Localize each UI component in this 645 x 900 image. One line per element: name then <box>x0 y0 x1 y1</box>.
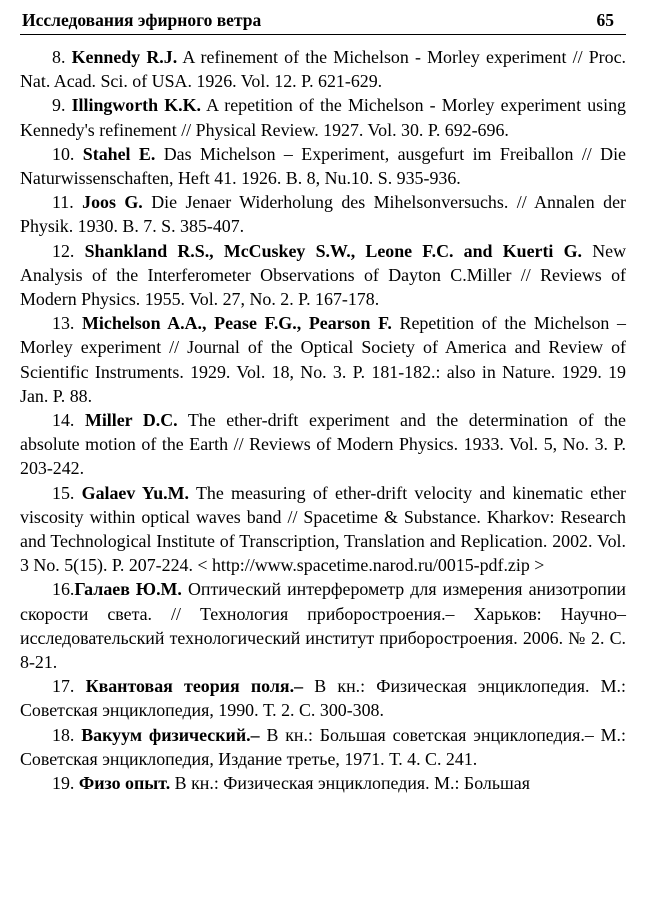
reference-item <box>20 142 626 190</box>
reference-author: Michelson A.A., Pease F.G., Pearson F. <box>82 313 392 334</box>
reference-item <box>20 577 626 674</box>
reference-number: 12. <box>52 240 75 261</box>
reference-item <box>20 408 626 481</box>
reference-text: Das Michelson – Experiment, ausgefurt im Freiballon // Die Naturwissenschaften, Heft 41. 1926. B. 8, Nu.10. S. 935-936. <box>20 143 627 189</box>
reference-number: 16. <box>52 579 75 600</box>
reference-number: 9. <box>52 95 66 116</box>
reference-number: 14. <box>52 410 75 431</box>
reference-author: Joos G. <box>82 192 143 213</box>
reference-text: A repetition of the Michelson - Morley experiment using Kennedy's refinement // Physical Review. 1927. Vol. 30. P. 692-696. <box>20 95 626 140</box>
reference-item <box>20 93 626 141</box>
reference-text: A refinement of the Michelson - Morley experiment // Proc. Nat. Acad. Sci. of USA. 1926. Vol. 12. P. 621-629. <box>20 47 626 92</box>
reference-item <box>20 481 626 578</box>
reference-author: Kennedy R.J. <box>71 47 178 67</box>
reference-author: Stahel E. <box>82 143 156 164</box>
reference-author: Galaev Yu.M. <box>81 482 189 503</box>
reference-text: Repetition of the Michelson – Morley experiment // Journal of the Optical Society of America and Review of Scientific Instruments. 1929. Vol. 18, No. 3. P. 181-182.: also in Nature. 1929. 19 Jan. P. 88. <box>20 313 626 406</box>
page-number: 65 <box>596 10 614 30</box>
reference-number: 15. <box>52 482 75 503</box>
reference-number: 11. <box>52 192 74 213</box>
document-page <box>20 8 626 795</box>
reference-item <box>20 239 626 312</box>
reference-text: Оптический интерферометр для измерения анизотропии скорости света. // Технология приборостроения.– Харьков: Научно–исследовательский технологический институт приборостроения. 2006. № 2. С. 8-21. <box>20 579 626 673</box>
reference-author: Галаев Ю.М. <box>74 579 182 600</box>
reference-number: 13. <box>52 313 75 334</box>
reference-item <box>20 771 626 795</box>
reference-number: 8. <box>52 47 66 67</box>
reference-item <box>20 45 626 93</box>
reference-item <box>20 723 626 771</box>
reference-text: Die Jenaer Widerholung des Mihelsonversuchs. // Annalen der Physik. 1930. B. 7. S. 385-407. <box>20 192 626 237</box>
reference-item <box>20 674 626 722</box>
reference-author: Miller D.C. <box>84 410 178 431</box>
reference-number: 17. <box>52 676 75 697</box>
running-header <box>20 8 626 35</box>
reference-author: Квантовая теория поля.– <box>85 676 304 697</box>
reference-number: 19. <box>52 773 75 794</box>
reference-item <box>20 190 626 238</box>
reference-author: Shankland R.S., McCuskey S.W., Leone F.C. and Kuerti G. <box>84 240 582 261</box>
reference-author: Физо опыт. <box>78 773 171 794</box>
reference-author: Illingworth K.K. <box>71 95 201 116</box>
reference-number: 10. <box>52 143 75 164</box>
reference-text: The measuring of ether-drift velocity and kinematic ether viscosity within optical waves band // Spacetime & Substance. Kharkov: Research and Technological Institute of Transcription, Translation and Replication. 2002. Vol. 3 No. 5(15). P. 207-224. < http://www.spacetime.narod.ru/0015-pdf.zip > <box>20 482 627 576</box>
reference-text: New Analysis of the Interferometer Observations of Dayton C.Miller // Reviews of Modern Physics. 1955. Vol. 27, No. 2. P. 167-178. <box>20 240 626 310</box>
reference-list <box>20 45 626 795</box>
reference-text: В кн.: Физическая энциклопедия. М.: Советская энциклопедия, 1990. Т. 2. С. 300-308. <box>20 676 626 721</box>
reference-text: В кн.: Большая советская энциклопедия.– М.: Советская энциклопедия, Издание третье, 1971. Т. 4. С. 241. <box>20 724 626 769</box>
reference-text: В кн.: Физическая энциклопедия. М.: Большая <box>174 773 530 794</box>
running-header-title: Исследования эфирного ветра <box>22 10 262 30</box>
reference-author: Вакуум физический.– <box>81 724 260 745</box>
reference-number: 18. <box>52 724 75 745</box>
reference-item <box>20 311 626 408</box>
reference-text: The ether-drift experiment and the determination of the absolute motion of the Earth // Reviews of Modern Physics. 1933. Vol. 5, No. 3. P. 203-242. <box>20 410 626 479</box>
